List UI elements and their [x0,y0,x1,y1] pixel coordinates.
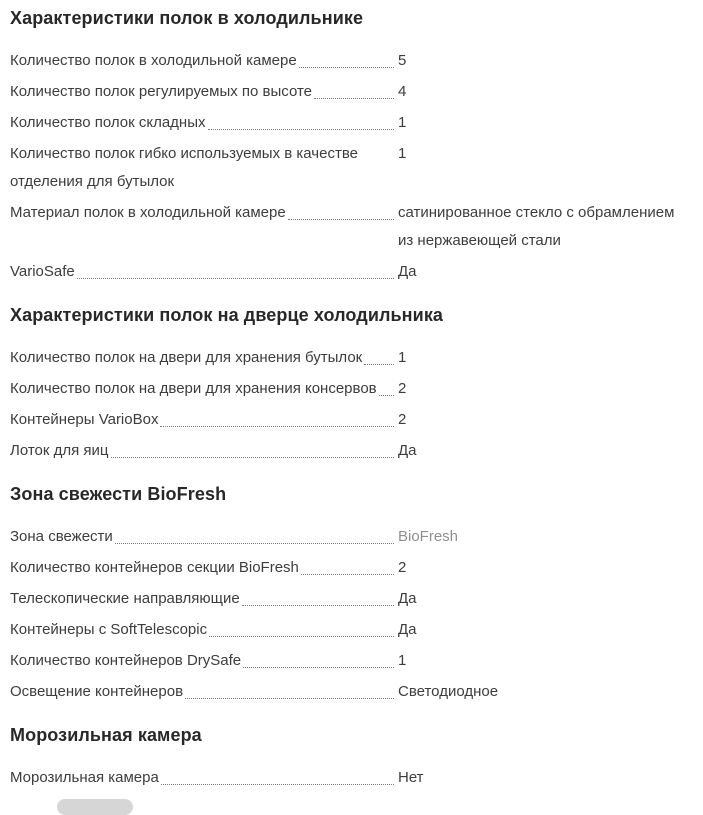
dotted-leader [115,543,394,544]
spec-row [10,47,693,75]
spec-row [10,344,693,372]
partial-pill-button[interactable] [57,799,133,815]
spec-row-left [10,78,398,106]
spec-label: Освещение контейнеров [10,683,184,700]
dotted-leader [243,667,394,668]
spec-value: Да [398,621,417,638]
dotted-leader [160,426,394,427]
spec-label: Зона свежести [10,528,113,545]
spec-row-left [10,109,398,137]
spec-row [10,140,693,196]
spec-value: 1 [398,349,407,366]
dotted-leader [242,605,394,606]
spec-value: 1 [398,114,407,131]
section-rows [10,523,693,706]
spec-row-left [10,375,398,403]
spec-row [10,585,693,613]
spec-row-left [10,437,398,465]
section-title: Характеристики полок в холодильнике [10,8,364,28]
dotted-leader [301,574,394,575]
dotted-leader [314,98,394,99]
spec-row-left [10,764,398,792]
spec-row [10,678,693,706]
spec-label: Материал полок в холодильной камере [10,204,286,221]
spec-row-left [10,616,398,644]
spec-row [10,375,693,403]
dotted-leader [379,395,394,396]
spec-row-left [10,678,398,706]
dotted-leader [208,129,395,130]
dotted-leader [161,784,394,785]
spec-section [10,722,693,792]
spec-label: Количество полок на двери для хранения бутылок [10,349,363,366]
spec-value: 1 [398,145,407,162]
spec-row-left [10,199,398,227]
spec-value: 2 [398,411,407,428]
spec-row [10,78,693,106]
spec-label: Телескопические направляющие [10,590,240,607]
spec-row [10,199,693,255]
spec-section [10,5,693,286]
spec-row [10,437,693,465]
spec-label: Количество полок регулируемых по высоте [10,83,313,100]
spec-value: BioFresh [398,528,459,545]
spec-row-left [10,47,398,75]
spec-row-left [10,585,398,613]
spec-label: Количество полок в холодильной камере [10,52,297,69]
dotted-leader [364,364,394,365]
dotted-leader [209,636,394,637]
spec-label: Контейнеры VarioBox [10,411,159,428]
spec-value: Да [398,590,417,607]
spec-label: Количество полок гибко используемых в качестве отделения для бутылок [10,145,358,190]
spec-row [10,406,693,434]
spec-label: VarioSafe [10,263,75,280]
spec-label: Лоток для яиц [10,442,109,459]
spec-value: 4 [398,83,407,100]
spec-row [10,764,693,792]
section-title: Зона свежести BioFresh [10,484,227,504]
spec-label: Количество контейнеров секции BioFresh [10,559,299,576]
section-rows [10,344,693,465]
spec-value: 2 [398,380,407,397]
spec-label: Морозильная камера [10,769,159,786]
spec-row-left [10,344,398,372]
section-title: Морозильная камера [10,725,202,745]
dotted-leader [288,219,394,220]
spec-row [10,523,693,551]
spec-section [10,302,693,465]
spec-value: 1 [398,652,407,669]
spec-label: Количество контейнеров DrySafe [10,652,242,669]
spec-value: 2 [398,559,407,576]
spec-row [10,647,693,675]
spec-value: сатинированное стекло с обрамлением из нержавеющей стали [398,204,675,249]
spec-row-left [10,258,398,286]
spec-value: Нет [398,769,424,786]
spec-row [10,258,693,286]
spec-row-left [10,140,398,196]
spec-value: Светодиодное [398,683,499,700]
spec-list [10,5,693,792]
spec-section [10,481,693,706]
dotted-leader [111,457,394,458]
spec-value: 5 [398,52,407,69]
spec-row [10,554,693,582]
spec-label: Количество полок складных [10,114,206,131]
spec-row-left [10,406,398,434]
spec-row [10,616,693,644]
dotted-leader [299,67,394,68]
spec-row-left [10,647,398,675]
spec-value: Да [398,442,417,459]
spec-row [10,109,693,137]
spec-label: Контейнеры с SoftTelescopic [10,621,208,638]
section-title: Характеристики полок на дверце холодильника [10,305,444,325]
dotted-leader [77,278,394,279]
section-rows [10,47,693,286]
spec-row-left [10,523,398,551]
spec-label: Количество полок на двери для хранения консервов [10,380,377,397]
dotted-leader [185,698,394,699]
section-rows [10,764,693,792]
spec-row-left [10,554,398,582]
spec-value: Да [398,263,417,280]
